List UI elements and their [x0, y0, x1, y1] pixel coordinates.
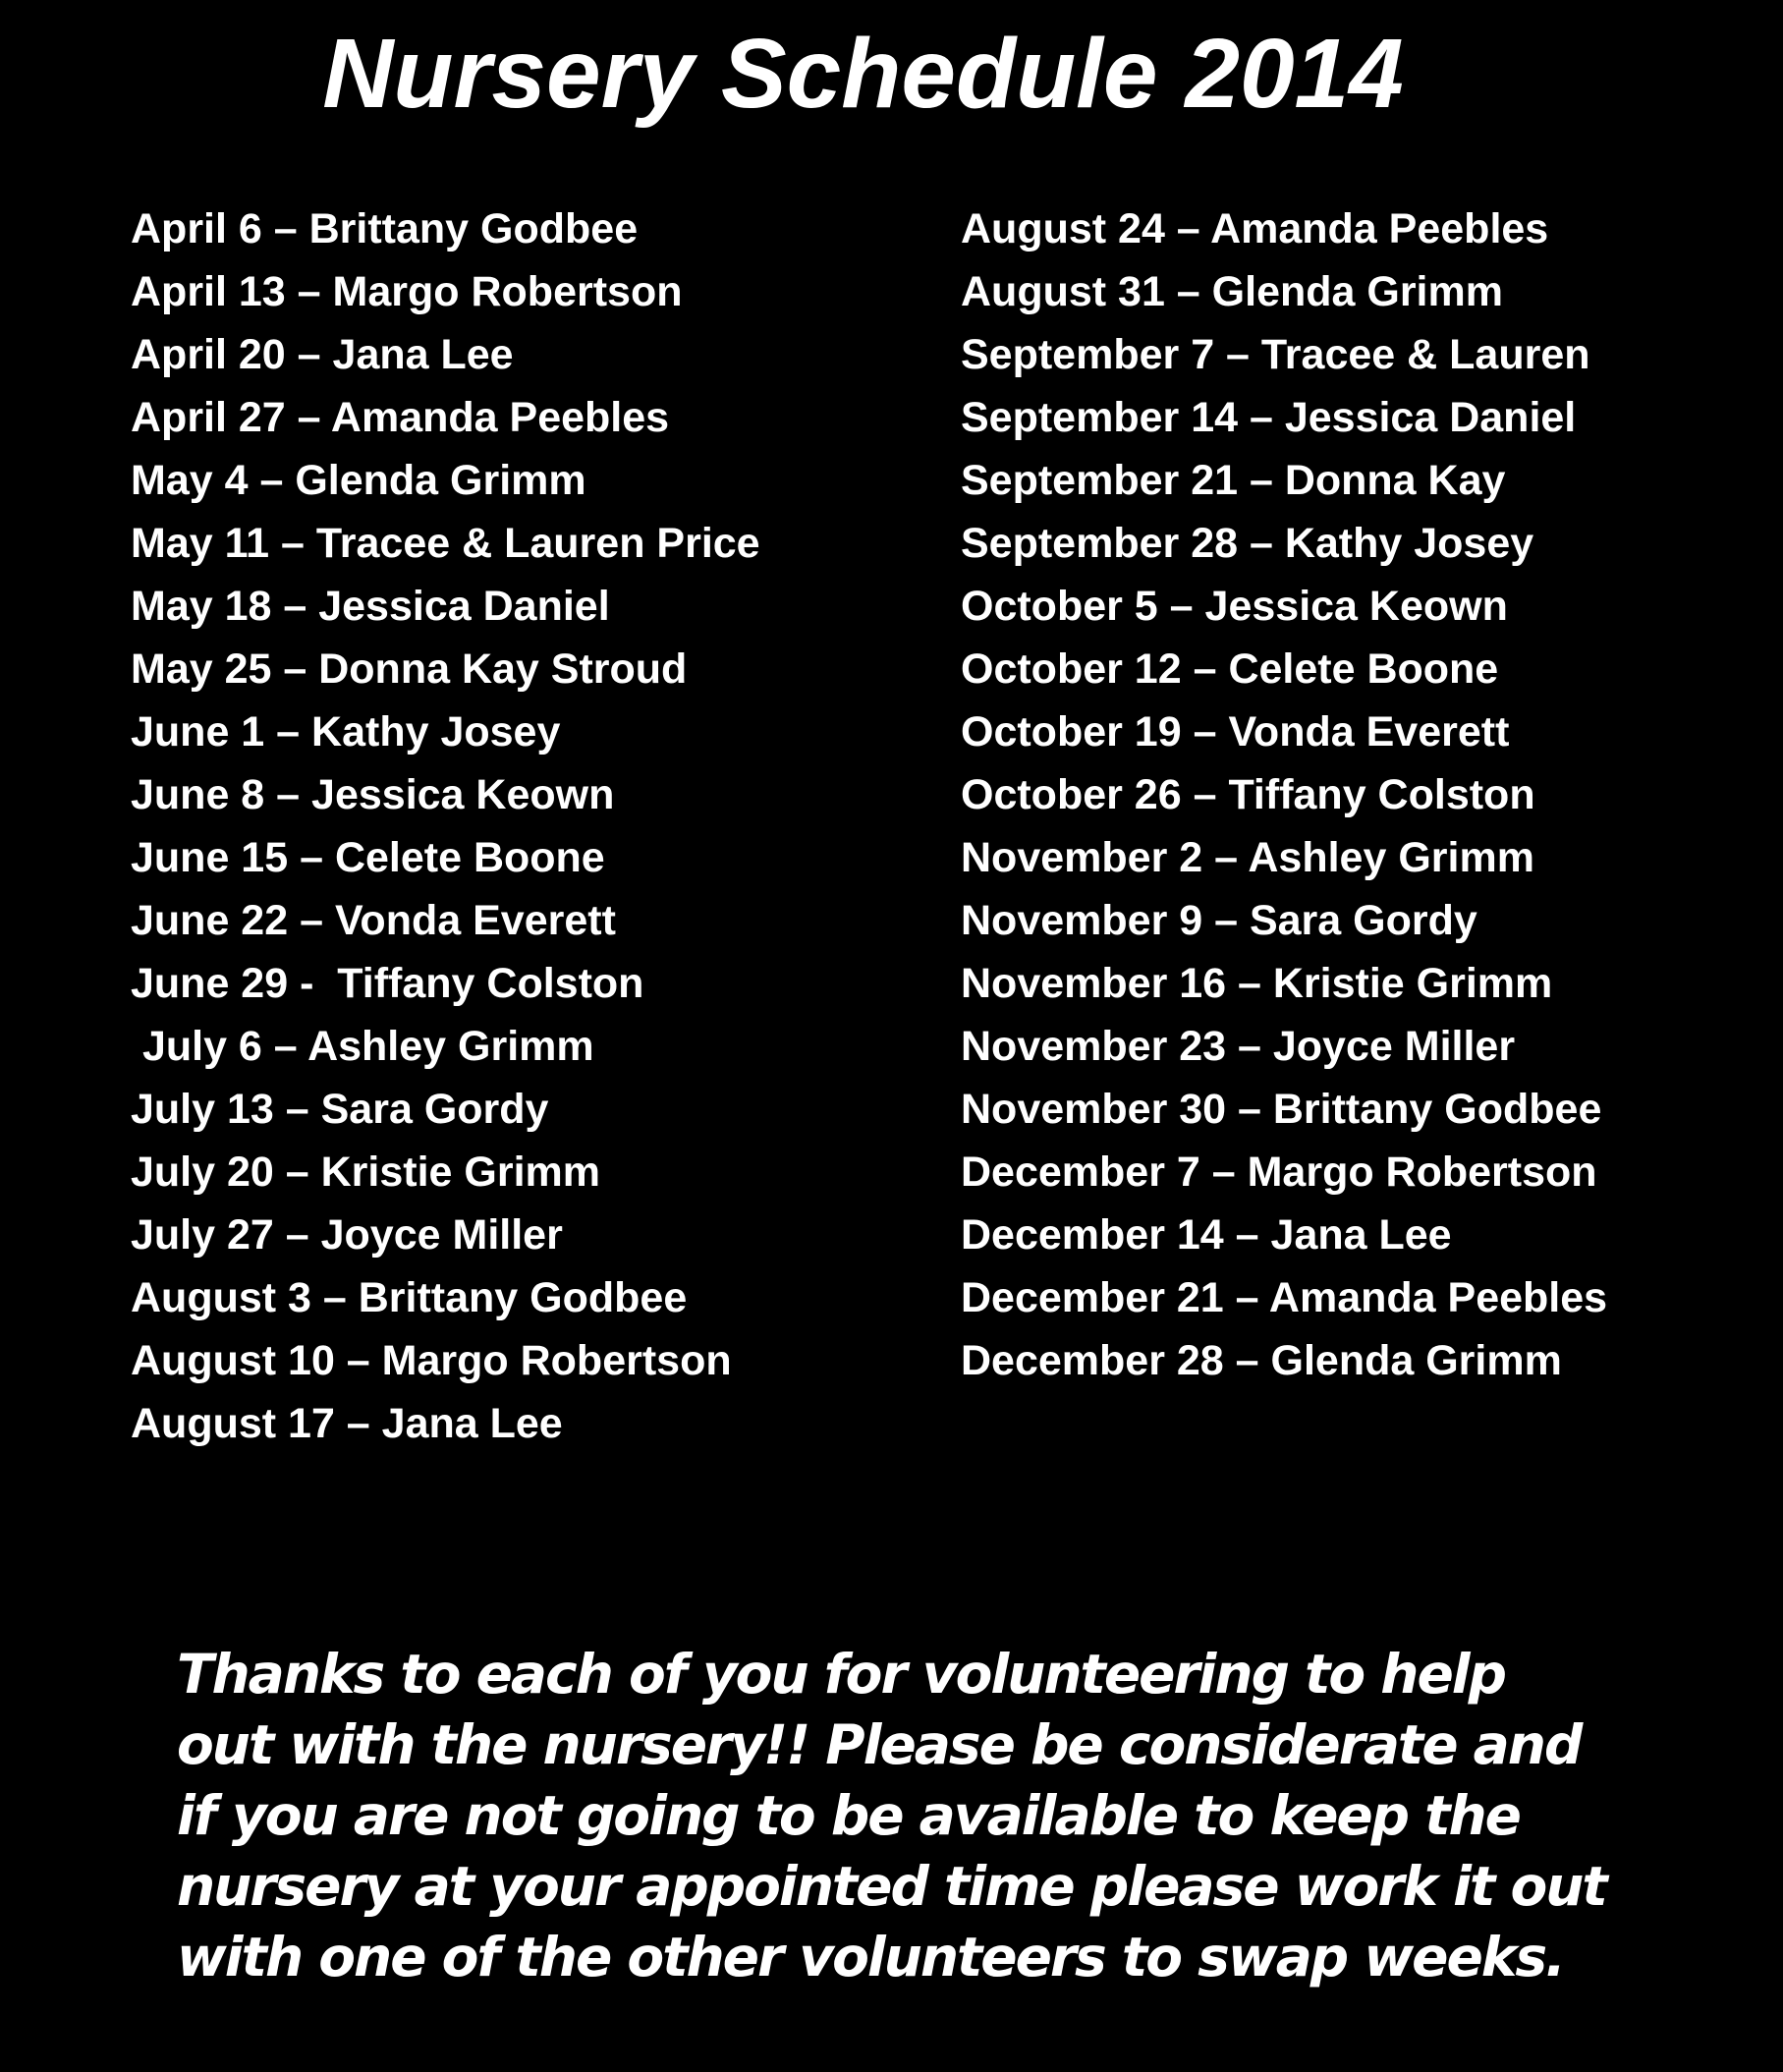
schedule-entry: November 30 – Brittany Godbee — [961, 1086, 1602, 1133]
footer-note — [177, 1639, 1650, 1992]
schedule-entry: August 31 – Glenda Grimm — [961, 268, 1503, 315]
schedule-right-column — [961, 197, 1607, 1392]
schedule-entry: April 13 – Margo Robertson — [131, 268, 683, 315]
schedule-entry: October 5 – Jessica Keown — [961, 583, 1508, 630]
schedule-entry: August 17 – Jana Lee — [131, 1400, 563, 1447]
schedule-entry: December 28 – Glenda Grimm — [961, 1337, 1562, 1384]
footer-note-line: nursery at your appointed time please work it out — [177, 1855, 1606, 1918]
schedule-entry: September 7 – Tracee & Lauren — [961, 331, 1590, 378]
schedule-entry: July 20 – Kristie Grimm — [131, 1148, 600, 1196]
footer-note-line: with one of the other volunteers to swap weeks. — [177, 1926, 1564, 1988]
schedule-entry: November 2 – Ashley Grimm — [961, 834, 1534, 881]
schedule-entry: December 14 – Jana Lee — [961, 1211, 1452, 1259]
schedule-entry: July 27 – Joyce Miller — [131, 1211, 563, 1259]
schedule-entry: April 20 – Jana Lee — [131, 331, 514, 378]
schedule-entry: August 10 – Margo Robertson — [131, 1337, 732, 1384]
schedule-entry: November 9 – Sara Gordy — [961, 897, 1477, 944]
schedule-entry: September 28 – Kathy Josey — [961, 520, 1534, 567]
schedule-entry: October 26 – Tiffany Colston — [961, 771, 1535, 818]
schedule-left-column — [131, 197, 760, 1455]
schedule-entry: April 6 – Brittany Godbee — [131, 205, 639, 252]
schedule-entry: December 7 – Margo Robertson — [961, 1148, 1597, 1196]
schedule-entry: June 15 – Celete Boone — [131, 834, 605, 881]
schedule-entry: June 8 – Jessica Keown — [131, 771, 615, 818]
page-title: Nursery Schedule 2014 — [322, 19, 1404, 129]
schedule-entry: July 6 – Ashley Grimm — [131, 1023, 594, 1070]
footer-note-line: if you are not going to be available to keep the — [177, 1784, 1520, 1847]
schedule-entry: December 21 – Amanda Peebles — [961, 1274, 1608, 1321]
schedule-entry: September 21 – Donna Kay — [961, 457, 1506, 504]
schedule-entry: October 19 – Vonda Everett — [961, 708, 1510, 756]
footer-note-line: out with the nursery!! Please be considerate and — [177, 1713, 1582, 1776]
schedule-entry: August 24 – Amanda Peebles — [961, 205, 1549, 252]
schedule-entry: April 27 – Amanda Peebles — [131, 394, 670, 441]
schedule-entry: May 11 – Tracee & Lauren Price — [131, 520, 760, 567]
footer-note-line: Thanks to each of you for volunteering to help — [177, 1643, 1505, 1706]
schedule-entry: November 16 – Kristie Grimm — [961, 960, 1553, 1007]
schedule-entry: October 12 – Celete Boone — [961, 645, 1499, 693]
schedule-entry: May 18 – Jessica Daniel — [131, 583, 610, 630]
schedule-entry: May 4 – Glenda Grimm — [131, 457, 586, 504]
schedule-entry: June 29 - Tiffany Colston — [131, 960, 644, 1007]
schedule-entry: August 3 – Brittany Godbee — [131, 1274, 688, 1321]
schedule-entry: June 1 – Kathy Josey — [131, 708, 561, 756]
schedule-entry: May 25 – Donna Kay Stroud — [131, 645, 688, 693]
schedule-entry: June 22 – Vonda Everett — [131, 897, 616, 944]
schedule-entry: September 14 – Jessica Daniel — [961, 394, 1577, 441]
schedule-entry: July 13 – Sara Gordy — [131, 1086, 549, 1133]
schedule-entry: November 23 – Joyce Miller — [961, 1023, 1516, 1070]
